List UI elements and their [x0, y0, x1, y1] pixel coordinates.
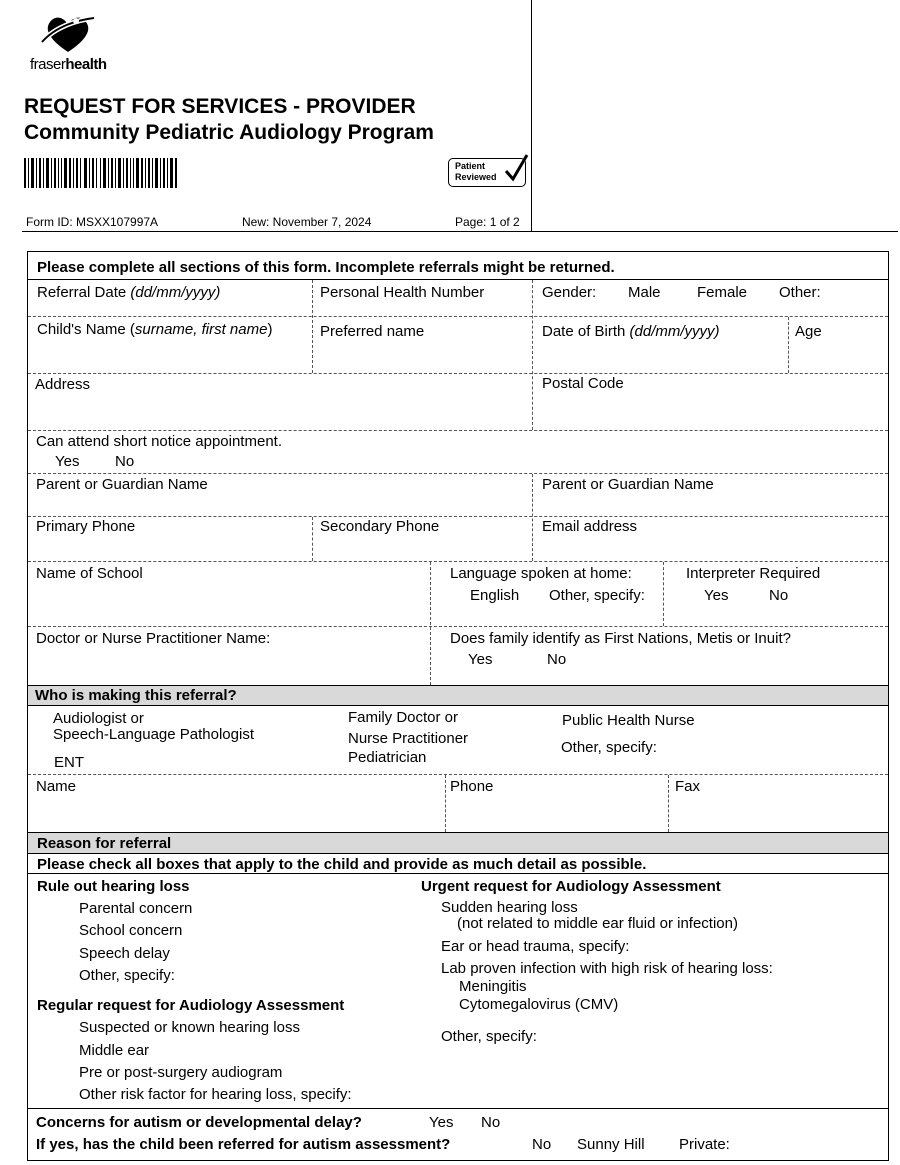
form-title: REQUEST FOR SERVICES - PROVIDER: [24, 95, 416, 118]
short-notice-yes-option[interactable]: Yes: [55, 453, 80, 470]
urgent-heading: Urgent request for Audiology Assessment: [421, 878, 721, 895]
referrer-family-doctor-option[interactable]: Family Doctor or Nurse Practitioner: [348, 709, 469, 747]
form-new-date: New: November 7, 2024: [242, 215, 372, 229]
regular-middle-ear[interactable]: Middle ear: [79, 1042, 150, 1059]
urgent-sudden-hearing-loss[interactable]: Sudden hearing loss (not related to middle ear fluid or infection): [441, 899, 738, 932]
autism-referred-no-option[interactable]: No: [532, 1136, 552, 1153]
urgent-other[interactable]: Other, specify:: [441, 1028, 537, 1045]
logo-heart-icon: [38, 12, 98, 56]
rule-out-parental-concern[interactable]: Parental concern: [79, 900, 193, 917]
rule-out-school-concern[interactable]: School concern: [79, 922, 183, 939]
divider: [668, 775, 669, 832]
autism-concerns-yes-option[interactable]: Yes: [429, 1114, 454, 1131]
divider: [28, 873, 888, 874]
doctor-np-label: Doctor or Nurse Practitioner Name:: [36, 630, 271, 647]
checkmark-icon: [503, 153, 529, 183]
short-notice-no-option[interactable]: No: [115, 453, 135, 470]
short-notice-label: Can attend short notice appointment.: [36, 433, 282, 450]
referrer-audiologist-option[interactable]: Audiologist or Speech-Language Pathologist: [53, 710, 254, 743]
divider: [430, 562, 431, 685]
phn-label: Personal Health Number: [320, 284, 485, 301]
age-label: Age: [795, 323, 822, 340]
gender-other-option[interactable]: Other:: [779, 284, 821, 301]
header-divider-vertical: [531, 0, 532, 232]
patient-reviewed-line2: Reviewed: [455, 172, 497, 182]
autism-referred-label: If yes, has the child been referred for autism assessment?: [36, 1136, 451, 1153]
logo-text-regular: fraser: [30, 56, 66, 73]
divider: [788, 317, 789, 373]
referrer-public-health-option[interactable]: Public Health Nurse: [562, 712, 695, 729]
guardian-1-label: Parent or Guardian Name: [36, 476, 208, 493]
dob-label: Date of Birth (dd/mm/yyyy): [542, 323, 720, 340]
referrer-pediatrician-option[interactable]: Pediatrician: [348, 749, 427, 766]
referrer-fax-label: Fax: [675, 778, 701, 795]
first-nations-label: Does family identify as First Nations, Metis or Inuit?: [450, 630, 791, 647]
language-label: Language spoken at home:: [450, 565, 632, 582]
secondary-phone-label: Secondary Phone: [320, 518, 440, 535]
rule-out-heading: Rule out hearing loss: [37, 878, 190, 895]
interpreter-yes-option[interactable]: Yes: [704, 587, 729, 604]
referrer-other-option[interactable]: Other, specify:: [561, 739, 657, 756]
reason-instruction: Please check all boxes that apply to the child and provide as much detail as possible.: [37, 856, 647, 873]
referrer-fax-field[interactable]: [668, 775, 888, 832]
referrer-name-label: Name: [36, 778, 77, 795]
gender-male-option[interactable]: Male: [628, 284, 661, 301]
barcode-icon: [24, 158, 179, 188]
referrer-heading: Who is making this referral?: [35, 687, 237, 704]
urgent-ear-head-trauma[interactable]: Ear or head trauma, specify:: [441, 938, 630, 955]
first-nations-yes-option[interactable]: Yes: [468, 651, 493, 668]
form-instruction: Please complete all sections of this form. Incomplete referrals might be returned.: [37, 259, 615, 276]
referrer-name-field[interactable]: [28, 775, 445, 832]
gender-label: Gender:: [542, 284, 597, 301]
form-page-number: Page: 1 of 2: [455, 215, 520, 229]
logo-text-bold: health: [65, 56, 107, 73]
autism-concerns-no-option[interactable]: No: [481, 1114, 501, 1131]
form-subtitle: Community Pediatric Audiology Program: [24, 121, 434, 144]
patient-reviewed-stamp: [448, 158, 526, 187]
urgent-cmv[interactable]: Cytomegalovirus (CMV): [459, 996, 619, 1013]
primary-phone-label: Primary Phone: [36, 518, 136, 535]
email-label: Email address: [542, 518, 638, 535]
postal-code-label: Postal Code: [542, 375, 624, 392]
address-label: Address: [35, 376, 91, 393]
address-field[interactable]: [28, 374, 532, 430]
interpreter-no-option[interactable]: No: [769, 587, 789, 604]
referrer-ent-option[interactable]: ENT: [54, 754, 84, 771]
rule-out-speech-delay[interactable]: Speech delay: [79, 945, 170, 962]
divider: [663, 562, 664, 626]
rule-out-other[interactable]: Other, specify:: [79, 967, 175, 984]
referral-date-label: Referral Date (dd/mm/yyyy): [37, 284, 221, 301]
language-other-option[interactable]: Other, specify:: [549, 587, 645, 604]
patient-reviewed-line1: Patient: [455, 161, 486, 171]
fraser-health-logo: [30, 12, 107, 74]
autism-referred-sunny-hill-option[interactable]: Sunny Hill: [577, 1136, 645, 1153]
regular-pre-post-surgery[interactable]: Pre or post-surgery audiogram: [79, 1064, 283, 1081]
urgent-meningitis[interactable]: Meningitis: [459, 978, 527, 995]
referrer-phone-label: Phone: [450, 778, 494, 795]
header-divider-horizontal: [22, 231, 898, 232]
regular-other-risk-factor[interactable]: Other risk factor for hearing loss, specify:: [79, 1086, 352, 1103]
divider: [445, 775, 446, 832]
interpreter-label: Interpreter Required: [686, 565, 821, 582]
divider: [28, 1108, 888, 1109]
reason-heading: Reason for referral: [37, 835, 172, 852]
child-name-label: Child's Name (surname, first name): [37, 321, 273, 338]
language-english-option[interactable]: English: [470, 587, 520, 604]
school-label: Name of School: [36, 565, 143, 582]
regular-heading: Regular request for Audiology Assessment: [37, 997, 345, 1014]
barcode: [24, 158, 179, 188]
divider: [312, 517, 313, 561]
preferred-name-label: Preferred name: [320, 323, 425, 340]
regular-suspected-hearing-loss[interactable]: Suspected or known hearing loss: [79, 1019, 300, 1036]
first-nations-no-option[interactable]: No: [547, 651, 567, 668]
form-id: Form ID: MSXX107997A: [26, 215, 159, 229]
guardian-2-label: Parent or Guardian Name: [542, 476, 714, 493]
autism-concerns-label: Concerns for autism or developmental delay?: [36, 1114, 362, 1131]
divider: [28, 430, 888, 431]
urgent-lab-proven-label: Lab proven infection with high risk of hearing loss:: [441, 960, 773, 977]
gender-female-option[interactable]: Female: [697, 284, 748, 301]
autism-referred-private-option[interactable]: Private:: [679, 1136, 730, 1153]
